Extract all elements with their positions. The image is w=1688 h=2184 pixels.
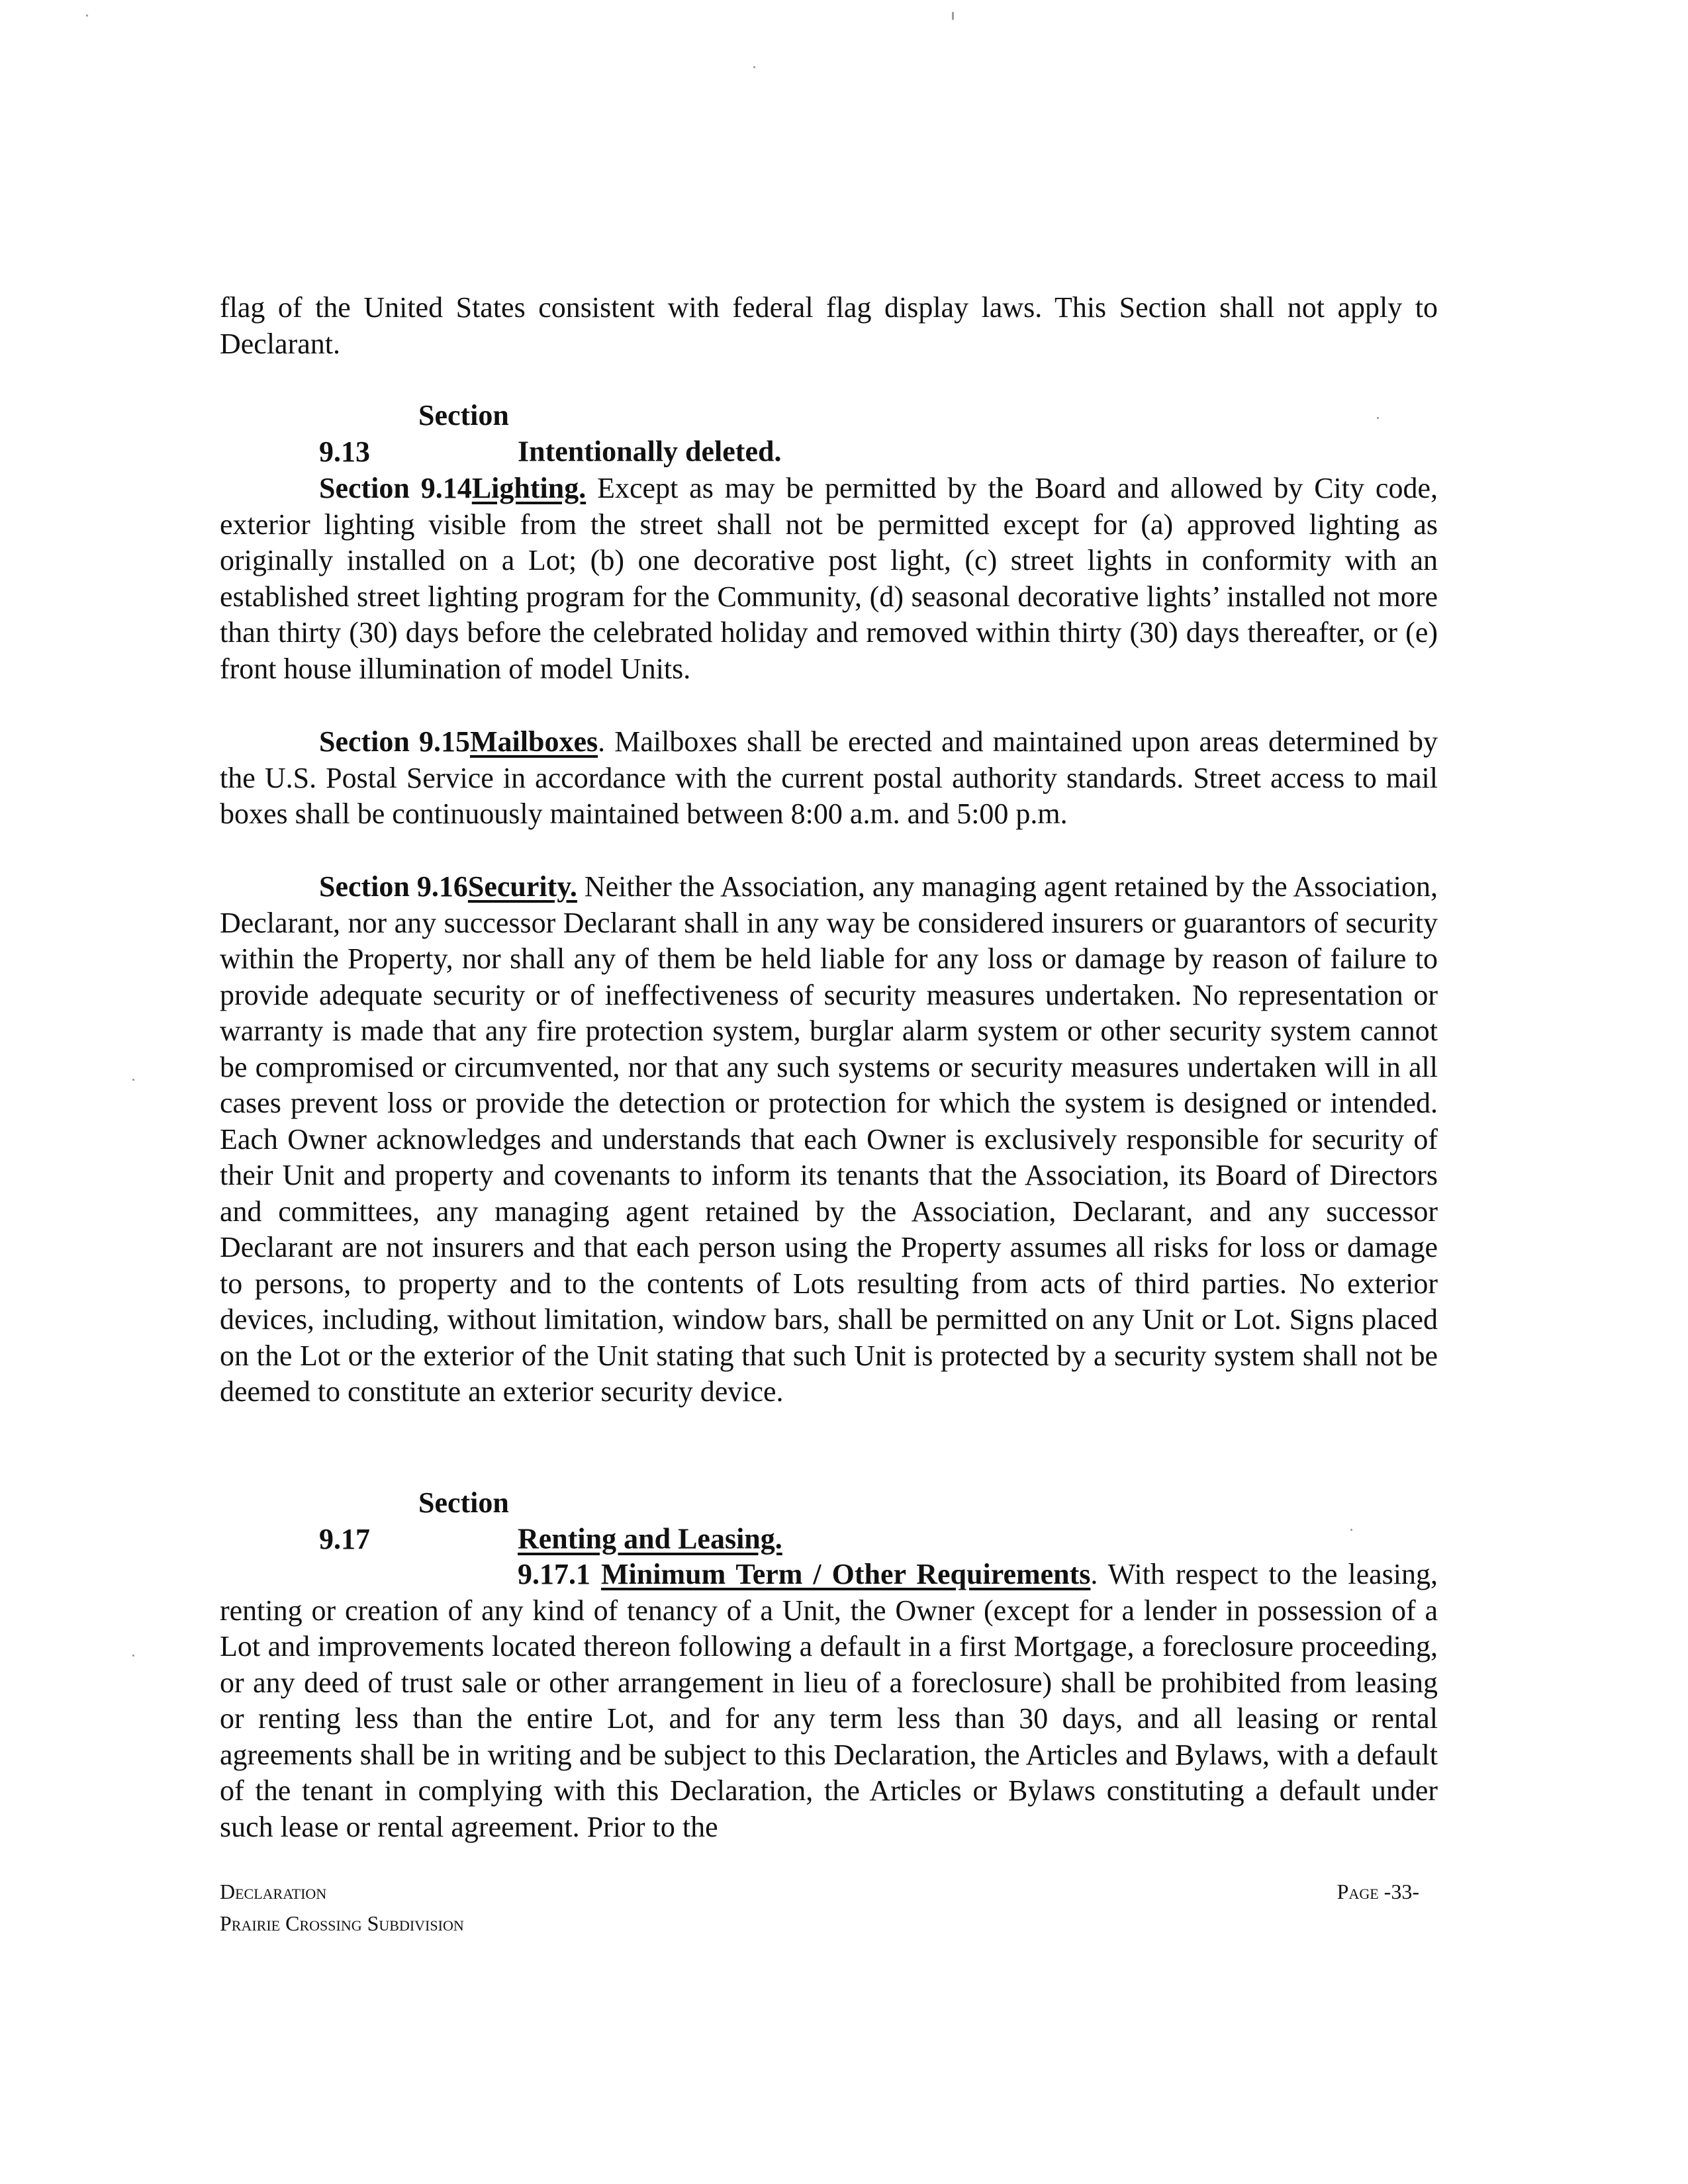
section-text: Except as may be permitted by the Board and allowed by City code, exterior lighting visible from the street shall not be permitted except for (a) approved lighting as originally installed on a Lot; (b) one decorative post light, (c) street lights in conformity with an established street lighting program for the Community, (d) seasonal decorative lights’ installed not more than thirty (30) days before the celebrated holiday and removed within thirty (30) days thereafter, or (e) front house illumination of model Units. <box>220 472 1438 685</box>
section-text: Neither the Association, any managing agent retained by the Association, Declarant, nor any successor Declarant shall in any way be considered insurers or guarantors of security within the Property, nor shall any of them be held liable for any loss or damage by reason of failure to provide adequate security or of ineffectiveness of security measures undertaken. No representation or warranty is made that any fire protection system, burglar alarm system or other security system cannot be compromised or circumvented, nor that any such systems or security measures undertaken will in all cases prevent loss or provide the detection or protection for which the system is designed or intended. Each Owner acknowledges and understands that each Owner is exclusively responsible for security of their Unit and property and covenants to inform its tenants that the Association, its Board of Directors and committees, any managing agent retained by the Association, Declarant, and any successor Declarant are not insurers and that each person using the Property assumes all risks for loss or damage to persons, to property and to the contents of Lots resulting from acts of third parties. No exterior devices, including, without limitation, window bars, shall be permitted on any Unit or Lot. Signs placed on the Lot or the exterior of the Unit stating that such Unit is protected by a security system shall not be deemed to constitute an exterior security device. <box>220 870 1438 1408</box>
scan-speck <box>952 12 954 20</box>
section-9-14 <box>220 471 1438 687</box>
subsection-title: Minimum Term / Other Requirements <box>601 1558 1091 1590</box>
section-number: Section 9.17 <box>319 1486 509 1555</box>
section-title: Renting and Leasing. <box>518 1522 782 1555</box>
scan-speck <box>132 1655 134 1657</box>
section-9-17 <box>220 1485 1438 1557</box>
section-9-16 <box>220 869 1438 1410</box>
section-number: Section 9.13 <box>319 399 509 468</box>
section-number: Section 9.14 <box>319 472 472 504</box>
section-title: Intentionally deleted. <box>518 435 782 468</box>
subsection-text: . With respect to the leasing, renting or creation of any kind of tenancy of a Unit, the Owner (except for a lender in possession of a Lot and improvements located thereon following a default in a first Mortgage, a foreclosure proceeding, or any deed of trust sale or other arrangement in lieu of a foreclosure) shall be prohibited from leasing or renting less than the entire Lot, and for any term less than 30 days, and all leasing or rental agreements shall be in writing and be subject to this Declaration, the Articles and Bylaws, with a default of the tenant in complying with this Declaration, the Articles or Bylaws constituting a default under such lease or rental agreement. Prior to the <box>220 1558 1438 1843</box>
page-footer <box>220 1876 1438 1939</box>
section-title: Lighting. <box>471 472 586 504</box>
section-9-15 <box>220 724 1438 833</box>
scan-speck <box>86 15 88 17</box>
footer-document-name: Declaration <box>220 1880 327 1903</box>
section-9-13 <box>220 398 1438 470</box>
subsection-number: 9.17.1 <box>518 1558 590 1590</box>
scan-speck <box>132 1079 134 1081</box>
intro-paragraph <box>220 290 1438 362</box>
subsection-9-17-1 <box>220 1557 1438 1845</box>
section-text: . Mailboxes shall be erected and maintained upon areas determined by the U.S. Postal Service in accordance with the current postal authority standards. Street access to mail boxes shall be continuously maintained between 8:00 a.m. and 5:00 p.m. <box>220 725 1438 830</box>
page-number: Page -33- <box>1336 1880 1419 1903</box>
footer-subdivision-name: Prairie Crossing Subdivision <box>220 1911 464 1935</box>
section-number: Section 9.16 <box>319 870 468 903</box>
section-number: Section 9.15 <box>319 725 470 758</box>
section-title: Mailboxes <box>470 725 598 758</box>
section-title: Security. <box>467 870 577 903</box>
intro-text: flag of the United States consistent with federal flag display laws. This Section shall not apply to Declarant. <box>220 291 1438 360</box>
scan-speck <box>753 66 755 68</box>
